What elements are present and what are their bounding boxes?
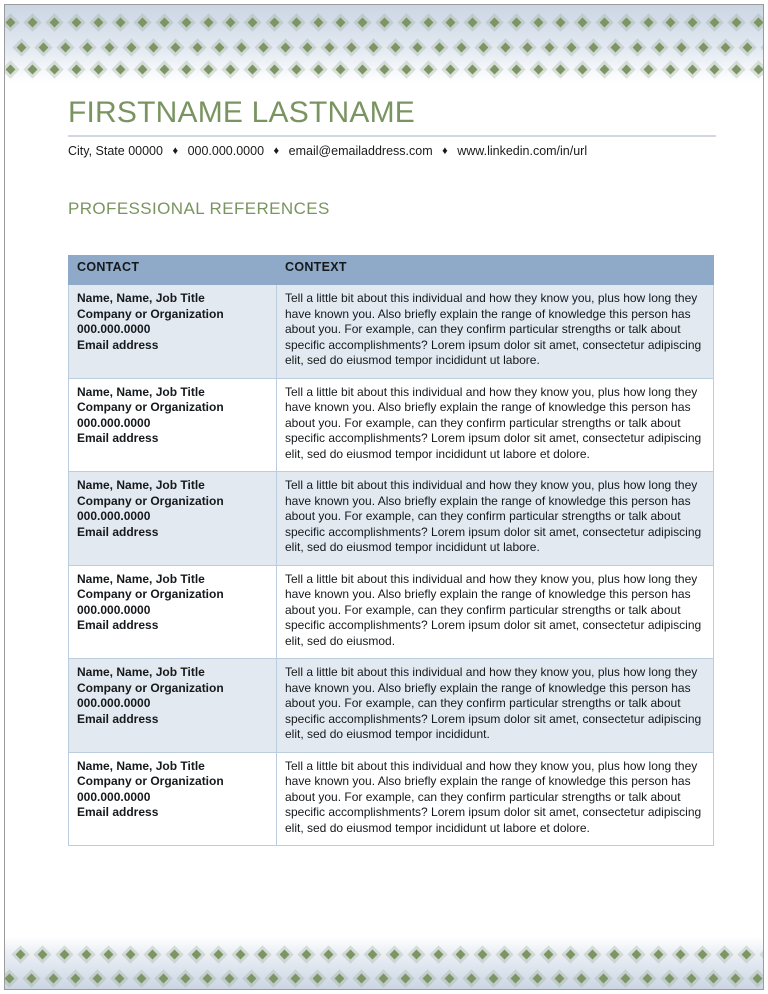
diamond-ornament-icon (493, 945, 515, 963)
diamond-ornament-icon (394, 969, 416, 987)
contact-email: Email address (77, 431, 159, 445)
contact-company: Company or Organization (77, 587, 224, 601)
diamond-ornament-icon (197, 60, 219, 78)
diamond-separator-icon: ♦ (442, 145, 448, 157)
diamond-ornament-icon (505, 13, 527, 31)
diamond-ornament-icon (416, 969, 438, 987)
diamond-ornament-icon (669, 945, 691, 963)
document-page (4, 4, 764, 990)
diamond-ornament-icon (64, 969, 86, 987)
diamond-ornament-icon (9, 945, 31, 963)
page-title: FIRSTNAME LASTNAME (68, 96, 415, 129)
ornament-diamond-row (5, 969, 763, 987)
diamond-ornament-icon (10, 38, 32, 56)
diamond-ornament-icon (318, 38, 340, 56)
contact-email: Email address (77, 618, 159, 632)
diamond-separator-icon: ♦ (273, 145, 280, 157)
diamond-ornament-icon (350, 969, 372, 987)
diamond-ornament-icon (549, 13, 571, 31)
diamond-ornament-icon (439, 60, 461, 78)
header-ornament-band (5, 5, 763, 83)
contact-email: Email address (77, 337, 159, 352)
diamond-ornament-icon (570, 969, 592, 987)
diamond-ornament-icon (658, 969, 680, 987)
diamond-ornament-icon (735, 945, 757, 963)
diamond-ornament-icon (21, 13, 43, 31)
diamond-ornament-icon (681, 13, 703, 31)
table-body (69, 285, 714, 846)
diamond-ornament-icon (274, 38, 296, 56)
diamond-ornament-icon (119, 945, 141, 963)
diamond-ornament-icon (98, 38, 120, 56)
diamond-ornament-icon (593, 13, 615, 31)
diamond-ornament-icon (120, 38, 142, 56)
diamond-ornament-icon (153, 60, 175, 78)
diamond-ornament-icon (285, 60, 307, 78)
reference-context-cell: Tell a little bit about this individual and how they know you, plus how long they have known you. Also briefly explain the range of knowledge this person has about you. For example, can they confirm particular strengths or talk about specific accomplishments? Lorem ipsum dolor sit amet, consectetur adipiscing elit, sed do eiusmod tempor incididunt ut labore et dolore. (277, 378, 714, 472)
ornament-diamond-row (10, 38, 763, 56)
diamond-ornament-icon (670, 38, 692, 56)
diamond-ornament-icon (593, 60, 615, 78)
table-header (69, 256, 714, 285)
diamond-ornament-icon (229, 945, 251, 963)
contact-phone: 000.000.0000 (77, 789, 151, 804)
reference-contact-cell (69, 752, 277, 846)
diamond-ornament-icon (461, 60, 483, 78)
diamond-ornament-icon (472, 38, 494, 56)
diamond-ornament-icon (263, 60, 285, 78)
diamond-ornament-icon (75, 945, 97, 963)
diamond-ornament-icon (43, 60, 65, 78)
diamond-ornament-icon (680, 969, 702, 987)
footer-ornament-band (5, 937, 763, 989)
contact-phone: 000.000.0000 (77, 602, 151, 617)
reference-contact-cell (69, 378, 277, 472)
diamond-ornament-icon (373, 60, 395, 78)
diamond-ornament-icon (32, 38, 54, 56)
diamond-ornament-icon (351, 60, 373, 78)
contact-linkedin[interactable]: www.linkedin.com/in/url (457, 144, 588, 158)
diamond-ornament-icon (207, 945, 229, 963)
diamond-ornament-icon (65, 60, 87, 78)
diamond-ornament-icon (263, 13, 285, 31)
contact-name: Name, Name, Job Title (77, 758, 205, 773)
diamond-ornament-icon (197, 13, 219, 31)
contact-location: City, State 00000 (68, 144, 163, 158)
diamond-ornament-icon (527, 60, 549, 78)
diamond-ornament-icon (702, 969, 724, 987)
diamond-ornament-icon (395, 60, 417, 78)
contact-email[interactable]: email@emailaddress.com (288, 144, 433, 158)
diamond-ornament-icon (362, 38, 384, 56)
contact-company: Company or Organization (77, 774, 224, 788)
diamond-ornament-icon (86, 969, 108, 987)
diamond-ornament-icon (31, 945, 53, 963)
diamond-ornament-icon (648, 38, 670, 56)
contact-name: Name, Name, Job Title (77, 478, 205, 492)
diamond-ornament-icon (548, 969, 570, 987)
diamond-ornament-icon (218, 969, 240, 987)
diamond-ornament-icon (559, 945, 581, 963)
diamond-ornament-icon (76, 38, 98, 56)
diamond-ornament-icon (659, 13, 681, 31)
diamond-ornament-icon (538, 38, 560, 56)
diamond-ornament-icon (185, 945, 207, 963)
contact-phone: 000.000.0000 (187, 144, 265, 158)
contact-company: Company or Organization (77, 493, 224, 508)
diamond-ornament-icon (758, 38, 763, 56)
diamond-ornament-icon (230, 38, 252, 56)
diamond-ornament-icon (53, 945, 75, 963)
diamond-ornament-icon (87, 13, 109, 31)
diamond-ornament-icon (87, 60, 109, 78)
diamond-ornament-icon (647, 945, 669, 963)
diamond-ornament-icon (405, 945, 427, 963)
diamond-ornament-icon (43, 13, 65, 31)
diamond-ornament-icon (659, 60, 681, 78)
contact-phone: 000.000.0000 (77, 509, 151, 523)
diamond-ornament-icon (461, 13, 483, 31)
diamond-ornament-icon (273, 945, 295, 963)
table-row (69, 472, 714, 566)
contact-phone: 000.000.0000 (77, 696, 151, 710)
contact-name: Name, Name, Job Title (77, 665, 205, 679)
diamond-ornament-icon (571, 13, 593, 31)
ornament-diamond-row (5, 13, 763, 31)
diamond-ornament-icon (65, 13, 87, 31)
diamond-ornament-icon (724, 969, 746, 987)
diamond-ornament-icon (252, 38, 274, 56)
diamond-ornament-icon (703, 13, 725, 31)
diamond-ornament-icon (592, 969, 614, 987)
diamond-ornament-icon (604, 38, 626, 56)
diamond-ornament-icon (725, 13, 747, 31)
diamond-separator-icon: ♦ (172, 145, 179, 157)
diamond-ornament-icon (515, 945, 537, 963)
diamond-ornament-icon (427, 945, 449, 963)
reference-context-cell: Tell a little bit about this individual and how they know you, plus how long they have known you. Also briefly explain the range of knowledge this person has about you. For example, can they confirm particular strengths or talk about specific accomplishments? Lorem ipsum dolor sit amet, consectetur adipiscing elit, sed do eiusmod tempor incididunt ut labore. (277, 285, 714, 379)
diamond-ornament-icon (494, 38, 516, 56)
diamond-ornament-icon (582, 38, 604, 56)
diamond-ornament-icon (615, 60, 637, 78)
diamond-ornament-icon (163, 945, 185, 963)
diamond-ornament-icon (285, 13, 307, 31)
contact-company: Company or Organization (77, 680, 224, 695)
reference-context-cell: Tell a little bit about this individual and how they know you, plus how long they have known you. Also briefly explain the range of knowledge this person has about you. For example, can they confirm particular strengths or talk about specific accomplishments? Lorem ipsum dolor sit amet, consectetur adipiscing elit, sed do eiusmod tempor incididunt. (277, 659, 714, 753)
diamond-ornament-icon (152, 969, 174, 987)
diamond-ornament-icon (460, 969, 482, 987)
diamond-ornament-icon (175, 13, 197, 31)
diamond-ornament-icon (307, 60, 329, 78)
references-table (68, 255, 714, 846)
diamond-ornament-icon (383, 945, 405, 963)
diamond-ornament-icon (153, 13, 175, 31)
diamond-ornament-icon (516, 38, 538, 56)
references-table-wrapper (65, 219, 713, 846)
diamond-ornament-icon (471, 945, 493, 963)
diamond-ornament-icon (109, 13, 131, 31)
diamond-ornament-icon (439, 13, 461, 31)
table-row (69, 378, 714, 472)
diamond-ornament-icon (395, 13, 417, 31)
table-row (69, 659, 714, 753)
diamond-ornament-icon (109, 60, 131, 78)
diamond-ornament-icon (571, 60, 593, 78)
diamond-ornament-icon (438, 969, 460, 987)
diamond-ornament-icon (328, 969, 350, 987)
diamond-ornament-icon (681, 60, 703, 78)
diamond-ornament-icon (450, 38, 472, 56)
diamond-ornament-icon (417, 60, 439, 78)
diamond-ornament-icon (626, 38, 648, 56)
diamond-ornament-icon (483, 13, 505, 31)
table-row (69, 752, 714, 846)
diamond-ornament-icon (581, 945, 603, 963)
diamond-ornament-icon (196, 969, 218, 987)
diamond-ornament-icon (131, 13, 153, 31)
diamond-ornament-icon (130, 969, 152, 987)
reference-contact-cell (69, 285, 277, 379)
diamond-ornament-icon (108, 969, 130, 987)
contact-company: Company or Organization (77, 306, 224, 321)
diamond-ornament-icon (757, 945, 763, 963)
diamond-ornament-icon (703, 60, 725, 78)
section-title-professional-references: PROFESSIONAL REFERENCES (68, 199, 330, 218)
diamond-ornament-icon (746, 969, 763, 987)
diamond-ornament-icon (42, 969, 64, 987)
diamond-ornament-icon (262, 969, 284, 987)
contact-phone: 000.000.0000 (77, 415, 151, 430)
contact-email: Email address (77, 805, 159, 819)
diamond-ornament-icon (241, 13, 263, 31)
reference-contact-cell (69, 472, 277, 566)
reference-context-cell: Tell a little bit about this individual and how they know you, plus how long they have known you. Also briefly explain the range of knowledge this person has about you. For example, can they confirm particular strengths or talk about specific accomplishments? Lorem ipsum dolor sit amet, consectetur adipiscing elit, sed do eiusmod tempor incididunt ut labore et dolore. (277, 752, 714, 846)
reference-context-cell: Tell a little bit about this individual and how they know you, plus how long they have known you. Also briefly explain the range of knowledge this person has about you. For example, can they confirm particular strengths or talk about specific accomplishments? Lorem ipsum dolor sit amet, consectetur adipiscing elit, sed do eiusmod tempor incididunt ut labore. (277, 472, 714, 566)
reference-contact-cell (69, 659, 277, 753)
contact-name: Name, Name, Job Title (77, 571, 205, 586)
diamond-ornament-icon (164, 38, 186, 56)
diamond-ornament-icon (251, 945, 273, 963)
diamond-ornament-icon (142, 38, 164, 56)
column-header-contact: CONTACT (69, 256, 277, 285)
diamond-ornament-icon (428, 38, 450, 56)
ornament-diamond-row (9, 945, 763, 963)
diamond-ornament-icon (295, 945, 317, 963)
diamond-ornament-icon (5, 13, 21, 31)
diamond-ornament-icon (372, 969, 394, 987)
diamond-ornament-icon (351, 13, 373, 31)
diamond-ornament-icon (240, 969, 262, 987)
diamond-ornament-icon (526, 969, 548, 987)
diamond-ornament-icon (417, 13, 439, 31)
diamond-ornament-icon (296, 38, 318, 56)
diamond-ornament-icon (340, 38, 362, 56)
diamond-ornament-icon (483, 60, 505, 78)
diamond-ornament-icon (637, 60, 659, 78)
diamond-ornament-icon (307, 13, 329, 31)
diamond-ornament-icon (747, 13, 763, 31)
reference-contact-cell (69, 565, 277, 659)
diamond-ornament-icon (406, 38, 428, 56)
diamond-ornament-icon (97, 945, 119, 963)
diamond-ornament-icon (373, 13, 395, 31)
diamond-ornament-icon (284, 969, 306, 987)
diamond-ornament-icon (603, 945, 625, 963)
diamond-ornament-icon (175, 60, 197, 78)
diamond-ornament-icon (615, 13, 637, 31)
contact-company: Company or Organization (77, 400, 224, 414)
diamond-ornament-icon (361, 945, 383, 963)
diamond-ornament-icon (219, 13, 241, 31)
contact-phone: 000.000.0000 (77, 322, 151, 336)
diamond-ornament-icon (131, 60, 153, 78)
table-row (69, 565, 714, 659)
diamond-ornament-icon (691, 945, 713, 963)
diamond-ornament-icon (186, 38, 208, 56)
diamond-ornament-icon (384, 38, 406, 56)
contact-line (65, 137, 713, 161)
diamond-ornament-icon (482, 969, 504, 987)
diamond-ornament-icon (449, 945, 471, 963)
contact-name: Name, Name, Job Title (77, 384, 205, 399)
table-row (69, 285, 714, 379)
diamond-ornament-icon (329, 60, 351, 78)
diamond-ornament-icon (713, 945, 735, 963)
diamond-ornament-icon (21, 60, 43, 78)
diamond-ornament-icon (747, 60, 763, 78)
diamond-ornament-icon (20, 969, 42, 987)
contact-email: Email address (77, 711, 159, 726)
reference-context-cell: Tell a little bit about this individual and how they know you, plus how long they have known you. Also briefly explain the range of knowledge this person has about you. For example, can they confirm particular strengths or talk about specific accomplishments? Lorem ipsum dolor sit amet, consectetur adipiscing elit, sed do eiusmod. (277, 565, 714, 659)
diamond-ornament-icon (208, 38, 230, 56)
diamond-ornament-icon (527, 13, 549, 31)
diamond-ornament-icon (725, 60, 747, 78)
diamond-ornament-icon (329, 13, 351, 31)
diamond-ornament-icon (339, 945, 361, 963)
diamond-ornament-icon (549, 60, 571, 78)
diamond-ornament-icon (5, 969, 20, 987)
diamond-ornament-icon (504, 969, 526, 987)
diamond-ornament-icon (5, 60, 21, 78)
diamond-ornament-icon (560, 38, 582, 56)
diamond-ornament-icon (637, 13, 659, 31)
document-content (65, 95, 713, 846)
diamond-ornament-icon (241, 60, 263, 78)
diamond-ornament-icon (636, 969, 658, 987)
diamond-ornament-icon (614, 969, 636, 987)
diamond-ornament-icon (174, 969, 196, 987)
table-header-row (69, 256, 714, 285)
contact-name: Name, Name, Job Title (77, 291, 205, 305)
diamond-ornament-icon (625, 945, 647, 963)
diamond-ornament-icon (317, 945, 339, 963)
contact-email: Email address (77, 524, 159, 539)
diamond-ornament-icon (219, 60, 241, 78)
diamond-ornament-icon (306, 969, 328, 987)
diamond-ornament-icon (736, 38, 758, 56)
diamond-ornament-icon (714, 38, 736, 56)
diamond-ornament-icon (692, 38, 714, 56)
column-header-context: CONTEXT (277, 256, 714, 285)
diamond-ornament-icon (537, 945, 559, 963)
diamond-ornament-icon (54, 38, 76, 56)
ornament-diamond-row (5, 60, 763, 78)
diamond-ornament-icon (505, 60, 527, 78)
diamond-ornament-icon (141, 945, 163, 963)
